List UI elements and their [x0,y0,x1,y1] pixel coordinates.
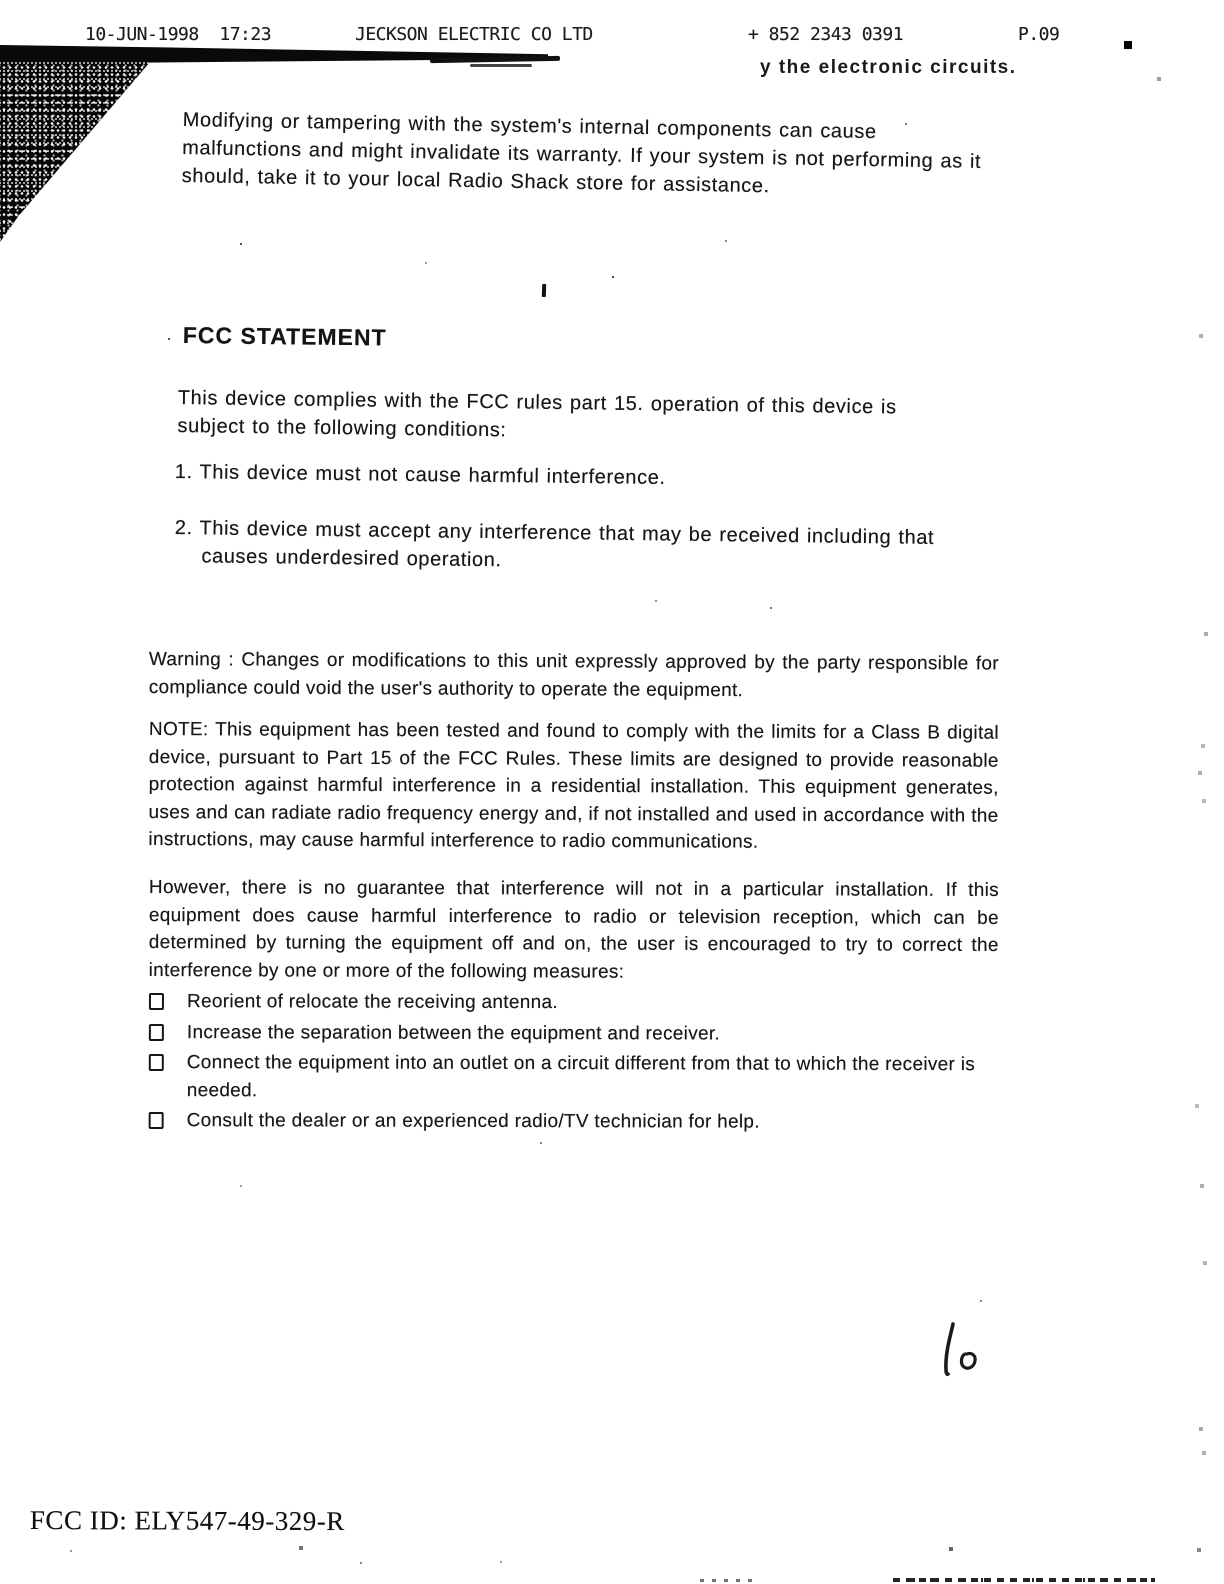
compliance-paragraph: This device complies with the FCC rules part 15. operation of this device is subject to the following conditions: [177,386,897,442]
warranty-paragraph: Modifying or tampering with the system's internal components can cause malfunctions and might invalidate its warranty. If your system is not performing as it should, take it to your local Radio Shack store for assistance. [181,108,982,198]
bottom-scan-line [893,1578,1155,1582]
fcc-id: FCC ID: ELY547-49-329-R [29,1505,345,1537]
fax-timestamp: 10-JUN-1998 17:23 [85,24,272,45]
measure-item [149,1049,1017,1106]
condition-item-1: 1. This device must not cause harmful interference. [174,460,666,489]
measure-text: Reorient of relocate the receiving antenna. [186,991,558,1014]
handwritten-page-number [935,1318,999,1395]
note-paragraph: NOTE: This equipment has been tested and found to comply with the limits for a Class B digital device, pursuant to Part 15 of the FCC Rules. These limits are designed to provide reasonable protection against harmful interference in a residential installation. This equipment generates, uses and can radiate radio frequency energy and, if not installed and used in accordance with the instructions, may cause harmful interference to radio communications. [148,719,999,853]
scan-artifact-scribble [470,64,532,67]
fax-sender: JECKSON ELECTRIC CO LTD [355,24,593,45]
scan-artifact-scribble [430,56,560,63]
condition-item-2: 2. This device must accept any interference that may be received including that causes underdesired operation. [174,516,935,572]
checkbox-icon [149,1054,164,1071]
measure-text: Increase the separation between the equipment and receiver. [186,1021,721,1044]
clipped-text-fragment [760,57,1017,82]
checkbox-icon [149,1023,164,1040]
scan-noise [0,0,2,2]
fax-page-code: P.09 [1018,24,1060,45]
measures-list [149,988,1017,1140]
measure-item [149,1107,1017,1137]
checkbox-icon [149,993,164,1010]
measure-item [149,988,1017,1018]
measure-text: Connect the equipment into an outlet on a circuit different from that to which the receiver is needed. [186,1052,976,1101]
measure-item [149,1018,1017,1048]
warning-paragraph: Warning : Changes or modifications to this unit expressly approved by the party responsible for compliance could void the user's authority to operate the equipment. [148,648,999,701]
scan-artifact-triangle [0,62,150,242]
scan-noise-tick [542,284,546,297]
interference-paragraph: However, there is no guarantee that interference will not in a particular installation. If this equipment does cause harmful interference to radio or television reception, which can be determined by turning the equipment off and on, the user is encouraged to try to correct the interference by one or more of the following measures: [148,877,999,983]
bottom-scan-line [700,1579,760,1582]
fax-number: + 852 2343 0391 [748,24,904,45]
fcc-statement-heading: FCC STATEMENT [182,322,387,351]
clipped-text: y the electronic circuits. [760,57,1017,78]
measure-text: Consult the dealer or an experienced radio/TV technician for help. [186,1110,760,1133]
checkbox-icon [149,1112,164,1129]
